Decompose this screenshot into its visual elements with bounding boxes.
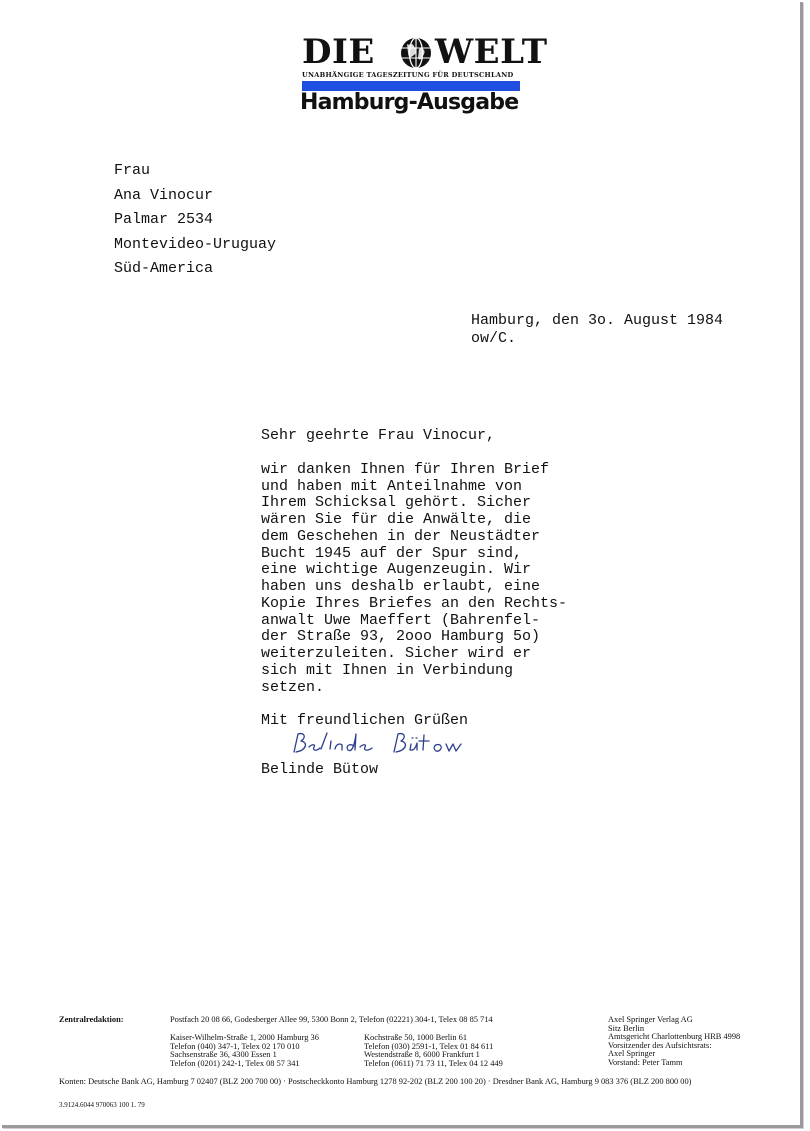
body-line: weiterzuleiten. Sicher wird er — [261, 645, 532, 662]
dateline — [471, 312, 723, 348]
place-date: Hamburg, den 3o. August 1984 — [471, 312, 724, 329]
recipient-line: Palmar 2534 — [114, 211, 214, 228]
footer-line: Vorstand: Peter Tamm — [608, 1057, 683, 1067]
footer-column-publisher — [608, 1016, 740, 1068]
footer-bank-accounts: Konten: Deutsche Bank AG, Hamburg 7 02407 (BLZ 200 700 00) · Postscheckkonto Hamburg 1278 92-202 (BLZ 200 100 20) · Dresdner Bank AG, Hamburg 9 083 376 (BLZ 200 800 00) — [59, 1077, 692, 1086]
recipient-line: Frau — [114, 162, 151, 179]
footer-line: Kaiser-Wilhelm-Straße 1, 2000 Hamburg 36 — [170, 1033, 319, 1042]
footer-line: Telefon (0201) 242-1, Telex 08 57 341 — [170, 1058, 300, 1068]
newspaper-masthead — [300, 32, 548, 116]
footer-line: Telefon (0611) 71 73 11, Telex 04 12 449 — [364, 1058, 503, 1068]
salutation: Sehr geehrte Frau Vinocur, — [261, 427, 496, 444]
footer-line: Axel Springer Verlag AG — [608, 1015, 693, 1024]
body-line: haben uns deshalb erlaubt, eine — [261, 578, 541, 595]
footer-line: Kochstraße 50, 1000 Berlin 61 — [364, 1033, 468, 1042]
footer-print-code: 3.9124.6044 970063 100 1. 79 — [59, 1101, 145, 1109]
body-line: eine wichtige Augenzeugin. Wir — [261, 561, 532, 579]
footer-line: Axel Springer — [608, 1049, 656, 1059]
footer-line: Vorsitzender des Aufsichtsrats: — [608, 1040, 712, 1050]
body-line: der Straße 93, 2ooo Hamburg 5o) — [261, 628, 541, 646]
masthead-brand-left: DIE — [302, 32, 375, 72]
footer-line: Telefon (030) 2591-1, Telex 01 84 611 — [364, 1041, 494, 1051]
letter-body — [261, 428, 567, 730]
reference-code: ow/C. — [471, 330, 517, 347]
footer-label: Zentralredaktion: — [59, 1015, 124, 1024]
body-line: wären Sie für die Anwälte, die — [261, 511, 532, 528]
signer-name: Belinde Bütow — [261, 761, 379, 778]
recipient-line: Süd-America — [114, 260, 214, 277]
masthead-edition: Hamburg-Ausgabe — [300, 90, 519, 115]
body-line: Kopie Ihres Briefes an den Rechts- — [261, 594, 568, 612]
body-line: setzen. — [261, 678, 325, 696]
globe-logo-icon — [400, 37, 432, 69]
footer-line: Amtsgericht Charlottenburg HRB 4998 — [608, 1032, 741, 1042]
masthead-tagline: UNABHÄNGIGE TAGESZEITUNG FÜR DEUTSCHLAND — [302, 71, 514, 79]
footer-column-hamburg-essen — [170, 1034, 319, 1068]
body-line: sich mit Ihnen in Verbindung — [261, 661, 514, 679]
handwritten-signature — [290, 730, 495, 758]
footer-column-berlin-frankfurt — [364, 1034, 503, 1068]
footer-main-address: Postfach 20 08 66, Godesberger Allee 99, 5300 Bonn 2, Telefon (02221) 304-1, Telex 08 85 714 — [170, 1015, 493, 1024]
body-line: anwalt Uwe Maeffert (Bahrenfel- — [261, 611, 541, 629]
letter-sheet — [2, 2, 803, 1128]
footer-line: Sachsenstraße 36, 4300 Essen 1 — [170, 1050, 277, 1060]
footer-line: Westendstraße 8, 6000 Frankfurt 1 — [364, 1050, 480, 1060]
recipient-line: Ana Vinocur — [114, 186, 214, 204]
footer-line: Sitz Berlin — [608, 1023, 645, 1033]
recipient-line: Montevideo-Uruguay — [114, 235, 277, 253]
closing: Mit freundlichen Grüßen — [261, 712, 469, 730]
body-line: und haben mit Anteilnahme von — [261, 477, 523, 495]
masthead-brand-right: WELT — [435, 32, 548, 72]
footer-line: Telefon (040) 347-1, Telex 02 170 010 — [170, 1041, 300, 1051]
recipient-address — [114, 159, 276, 282]
body-line: dem Geschehen in der Neustädter — [261, 527, 541, 545]
body-line: Ihrem Schicksal gehört. Sicher — [261, 494, 532, 512]
body-line: wir danken Ihnen für Ihren Brief — [261, 460, 550, 478]
body-line: Bucht 1945 auf der Spur sind, — [261, 544, 523, 562]
